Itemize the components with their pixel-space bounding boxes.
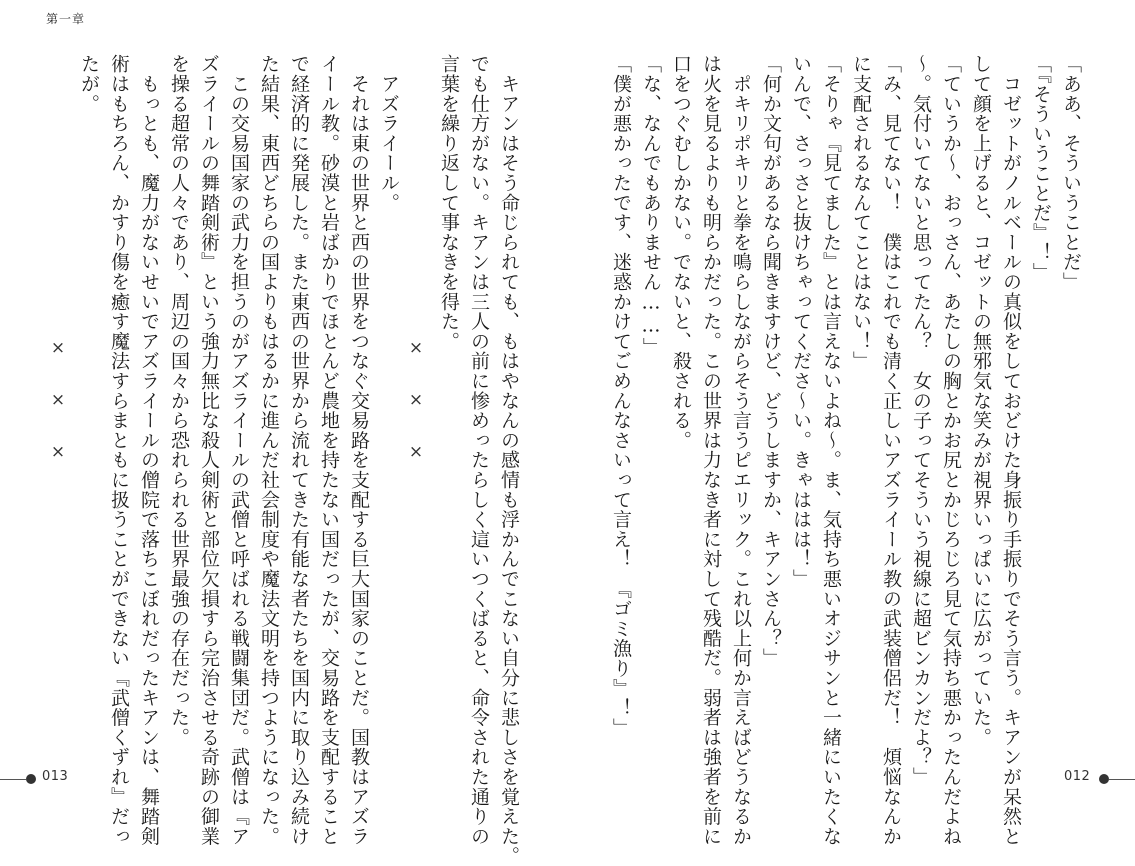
scene-break-mark: ×	[408, 390, 424, 410]
text-column: ～。気付いてないと思ってたん？ 女の子ってそういう視線に超ビンカンだよ？」	[910, 54, 932, 787]
footer-rule-left	[0, 779, 26, 780]
text-column: して顔を上げると、コゼットの無邪気な笑みが視界いっぱいに広がっていた。	[970, 54, 992, 747]
page-number-left: 013	[42, 769, 69, 784]
text-column: アズライール。	[378, 54, 400, 213]
text-column: もっとも、魔力がないせいでアズライールの僧院で落ちこぼれだったキアンは、舞踏剣	[138, 54, 160, 846]
text-column: いんで、さっさと抜けちゃってくださ～い。きゃははは！」	[790, 54, 812, 589]
text-column: 「み、見てない！ 僕はこれでも清く正しいアズライール教の武装僧侶だ！ 煩悩なんか	[880, 54, 902, 846]
text-column: 「そりゃ『見てました』とは言えないよね～。ま、気持ち悪いオジサンと一緒にいたくな	[820, 54, 842, 846]
footer-dot-left	[26, 774, 36, 784]
text-column: それは東の世界と西の世界をつなぐ交易路を支配する巨大国家のことだ。国教はアズラ	[348, 54, 370, 846]
text-column: ズライールの舞踏剣術』という強力無比な殺人剣術と部位欠損すら完治させる奇跡の御業	[198, 54, 220, 846]
text-column: キアンはそう命じられても、もはやなんの感情も浮かんでこない自分に悲しさを覚えた。	[498, 54, 520, 866]
text-column: たが。	[78, 54, 100, 114]
page-number-right: 012	[1064, 769, 1091, 784]
text-column: は火を見るよりも明らかだった。この世界は力なき者に対して残酷だ。弱者は強者を前に	[700, 54, 722, 846]
text-column: に支配されるなんてことはない！」	[850, 54, 872, 371]
text-column: イール教。砂漠と岩ばかりでほとんど農地を持たない国だったが、交易路を支配すること	[318, 54, 340, 846]
footer-dot-right	[1099, 774, 1109, 784]
text-column: 「何か文句があるなら聞きますけど、どうしますか、キアンさん？」	[760, 54, 782, 668]
text-column: ポキリポキリと拳を鳴らしながらそう言うピエリック。これ以上何か言えばどうなるか	[730, 54, 752, 846]
text-column: で経済的に発展した。また東西の世界から流れてきた有能な者たちを国内に取り込み続け	[288, 54, 310, 846]
text-column: を操る超常の人々であり、周辺の国々から恐れられる世界最強の存在だった。	[168, 54, 190, 747]
footer-rule-right	[1109, 779, 1135, 780]
scene-break-mark: ×	[408, 338, 424, 358]
text-column: 「ああ、そういうことだ」	[1060, 54, 1082, 292]
text-column: 術はもちろん、かすり傷を癒す魔法すらまともに扱うことができない『武僧くずれ』だっ	[108, 54, 130, 846]
text-column: 「僕が悪かったです、迷惑かけてごめんなさいって言え！ 『ゴミ漁り』！」	[610, 54, 632, 738]
text-column: た結果、東西どちらの国よりもはるかに進んだ社会制度や魔法文明を持つようになった。	[258, 54, 280, 846]
scene-break-mark: ×	[50, 442, 66, 462]
text-column: 「ていうか～、おっさん、あたしの胸とかお尻とかじろじろ見て気持ち悪かったんだよね	[940, 54, 962, 846]
text-column: 「な、なんでもありません……」	[640, 54, 662, 357]
scene-break-mark: ×	[50, 338, 66, 358]
text-column: 言葉を繰り返して事なきを得た。	[438, 54, 460, 351]
text-column: 「『そういうことだ』！」	[1030, 54, 1052, 283]
scene-break-mark: ×	[408, 442, 424, 462]
text-column: コゼットがノルベールの真似をしておどけた身振り手振りでそう言う。キアンが呆然と	[1000, 54, 1022, 846]
text-column: でも仕方がない。キアンは三人の前に惨めったらしく這いつくばると、命令された通りの	[468, 54, 490, 846]
text-column: 口をつぐむしかない。でないと、殺される。	[670, 54, 692, 450]
text-column: この交易国家の武力を担うのがアズライールの武僧と呼ばれる戦闘集団だ。武僧は『ア	[228, 54, 250, 846]
chapter-heading: 第一章	[46, 12, 86, 26]
scene-break-mark: ×	[50, 390, 66, 410]
